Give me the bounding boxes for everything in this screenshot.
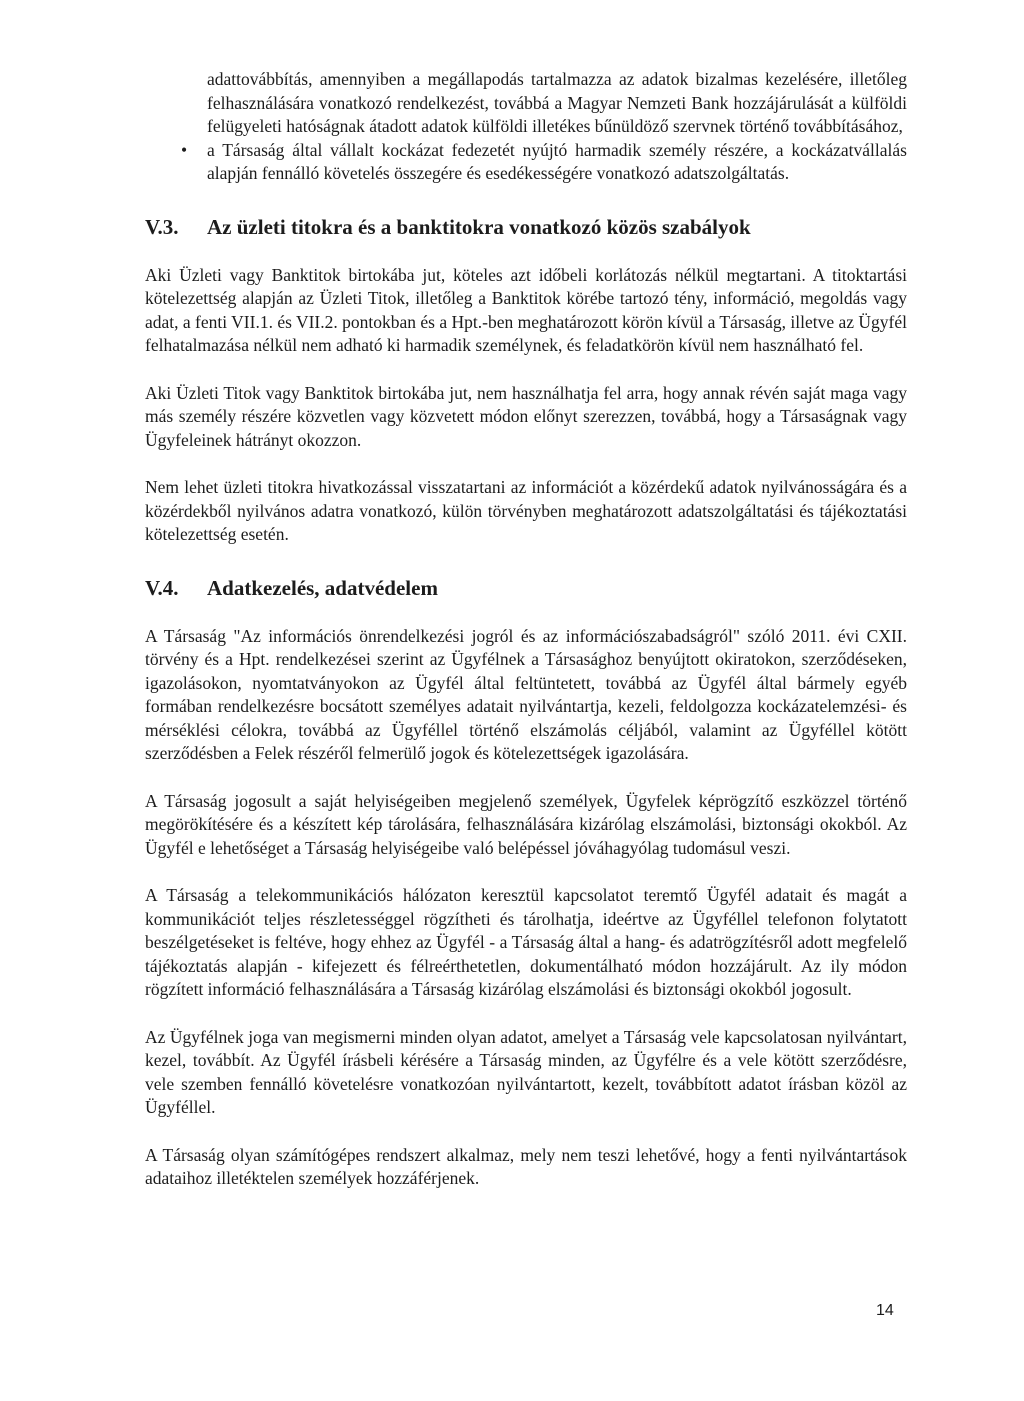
bullet-text: a Társaság által vállalt kockázat fedezetét nyújtó harmadik személy részére, a kockázatvállalás alapján fennálló követelés összegére és esedékességére vonatkozó adatszolgáltatás. xyxy=(207,139,907,183)
paragraph: A Társaság a telekommunikációs hálózaton keresztül kapcsolatot teremtő Ügyfél adatait és magát a kommunikációt teljes részletességgel rögzítheti és tárolhatja, ideértve az Ügyféllel telefonon folytatott beszélgetéseket is feltéve, hogy ehhez az Ügyfél - a Társaság által a hang- és adatrögzítésről adott megfelelő tájékoztatás alapján - kifejezett és félreérthetetlen, dokumentálható módon hozzájárult. Az ily módon rögzített információ felhasználására a Társaság kizárólag elszámolási és biztonsági okokból jogosult. xyxy=(145,885,907,999)
continuation-paragraph: adattovábbítás, amennyiben a megállapodás tartalmazza az adatok bizalmas kezelésére, illetőleg felhasználására vonatkozó rendelkezést, továbbá a Magyar Nemzeti Bank hozzájárulását a külföldi felügyeleti hatóságnak átadott adatok külföldi illetékes bűnüldöző szervnek történő továbbításához, xyxy=(207,69,907,136)
paragraph: A Társaság jogosult a saját helyiségeiben megjelenő személyek, Ügyfelek képrögzítő eszközzel történő megörökítésére és a készített kép tárolására, felhasználására kizárólag elszámolási, biztonsági okokból. Az Ügyfél e lehetőséget a Társaság helyiségeibe való belépéssel jóváhagyólag tudomásul veszi. xyxy=(145,790,907,858)
paragraph: Az Ügyfélnek joga van megismerni minden olyan adatot, amelyet a Társaság vele kapcsolatosan nyilvántart, kezel, továbbít. Az Ügyfél írásbeli kérésére a Társaság minden, az Ügyfélre és a vele kötött szerződésre, vele szemben fennálló követelésre vonatkozóan nyilvántartott, kezelt, továbbított adatot írásban közöl az Ügyféllel. xyxy=(145,1026,907,1117)
section-title: Adatkezelés, adatvédelem xyxy=(207,575,438,600)
section-heading-v4 xyxy=(145,575,907,601)
document-page xyxy=(145,68,907,1191)
paragraph: A Társaság olyan számítógépes rendszert alkalmaz, mely nem teszi lehetővé, hogy a fenti nyilvántartások adataihoz illetéktelen személyek hozzáférjenek. xyxy=(145,1144,907,1188)
paragraph: Aki Üzleti Titok vagy Banktitok birtokába jut, nem használhatja fel arra, hogy annak révén saját maga vagy más személy részére közvetlen vagy közvetett módon előnyt szerezzen, továbbá, hogy a Társaságnak vagy Ügyfeleinek hátrányt okozzon. xyxy=(145,382,907,450)
section-heading-v3 xyxy=(145,214,907,240)
page-number: 14 xyxy=(876,1302,894,1319)
paragraph: Nem lehet üzleti titokra hivatkozással visszatartani az információt a közérdekű adatok nyilvánosságára és a közérdekből nyilvános adatra vonatkozó, külön törvényben meghatározott adatszolgáltatási és tájékoztatási kötelezettség esetén. xyxy=(145,477,907,544)
bullet-icon: • xyxy=(181,139,188,160)
section-number: V.4. xyxy=(145,575,179,600)
bullet-list-item xyxy=(181,139,907,186)
section-number: V.3. xyxy=(145,214,179,239)
section-title: Az üzleti titokra és a banktitokra vonatkozó közös szabályok xyxy=(207,214,751,239)
paragraph: A Társaság "Az információs önrendelkezési jogról és az információszabadságról" szóló 2011. évi CXII. törvény és a Hpt. rendelkezései szerint az Ügyfélnek a Társasághoz benyújtott okiratokon, szerződéseken, igazolásokon, nyomtatványokon az Ügyfél által feltüntetett, továbbá az Ügyfél által bármely egyéb formában rendelkezésre bocsátott személyes adatait nyilvántartja, kezeli, feldolgozza kockázatelemzési- és mérséklési célokra, továbbá az Ügyféllel történő elszámolás céljából, valamint az Ügyféllel kötött szerződésben a Felek részéről felmerülő jogok és kötelezettségek igazolására. xyxy=(145,625,907,763)
paragraph: Aki Üzleti vagy Banktitok birtokába jut, köteles azt időbeli korlátozás nélkül megtartani. A titoktartási kötelezettség alapján az Üzleti Titok, illetőleg a Banktitok körébe tartozó tény, információ, megoldás vagy adat, a fenti VII.1. és VII.2. pontokban és a Hpt.-ben meghatározott körön kívül a Társaság, illetve az Ügyfél felhatalmazása nélkül nem adható ki harmadik személynek, és feladatkörön kívül nem használható fel. xyxy=(145,264,907,355)
